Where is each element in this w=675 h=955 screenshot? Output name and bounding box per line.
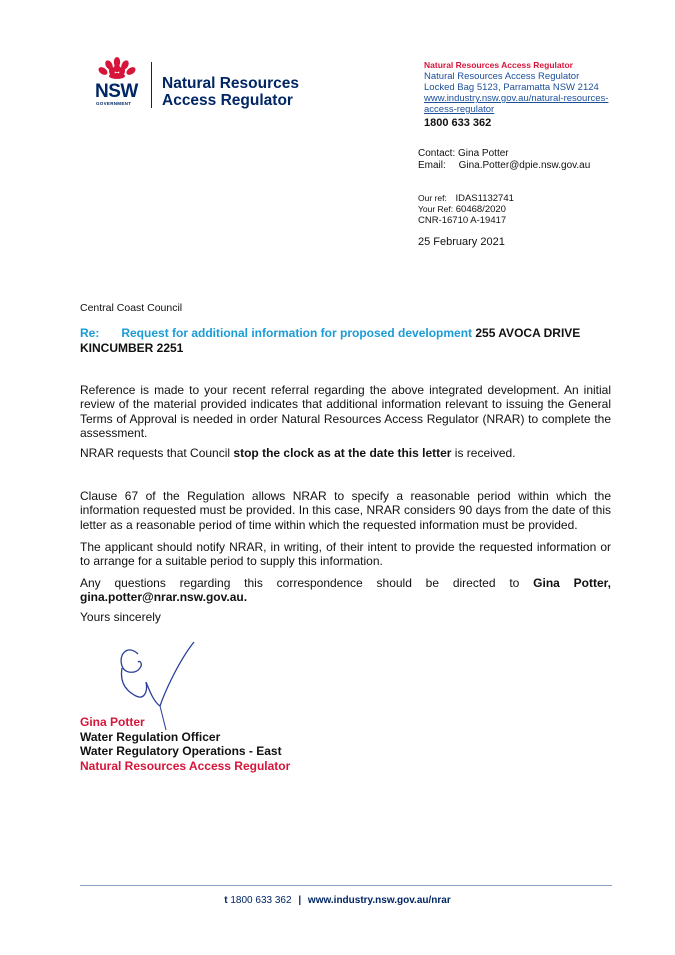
sender-url-line1[interactable]: www.industry.nsw.gov.au/natural-resources- [424, 93, 609, 104]
contact-value: Gina Potter [458, 148, 509, 159]
our-ref-label: Our ref: [418, 193, 447, 203]
org-name-line2: Access Regulator [162, 92, 293, 109]
signatory-block [80, 715, 290, 773]
re-address: 255 AVOCA DRIVE KINCUMBER 2251 [80, 326, 581, 355]
signatory-name: Gina Potter [80, 715, 145, 729]
sender-address: Locked Bag 5123, Parramatta NSW 2124 [424, 82, 599, 93]
footer-t-label: t [224, 895, 228, 906]
paragraph-clause-67: Clause 67 of the Regulation allows NRAR to specify a reasonable period within which the information requested must be provided. In this case, NRAR considers 90 days from the date of this letter as a reasonable period of time within which the requested information must be provided. [80, 489, 611, 532]
paragraph-questions [80, 576, 611, 605]
signatory-org: Natural Resources Access Regulator [80, 758, 291, 773]
signatory-position: Water Regulation Officer [80, 729, 221, 744]
nsw-wordmark: NSW [95, 81, 138, 102]
paragraph-referral: Reference is made to your recent referral regarding the above integrated development. An initial review of the material provided indicates that additional information relevant to issuing the General Terms of Approval is needed in order Natural Resources Access Regulator (NRAR) to complete the assessment. [80, 383, 611, 440]
p2-text-a: NRAR requests that Council [80, 446, 234, 460]
subject-line [80, 326, 620, 356]
signatory-unit: Water Regulatory Operations - East [80, 744, 282, 758]
paragraph-notify: The applicant should notify NRAR, in writing, of their intent to provide the requested information or to arrange for a suitable period to supply this information. [80, 540, 611, 569]
org-name-line1: Natural Resources [162, 75, 299, 92]
your-ref-value: 60468/2020 [455, 204, 506, 215]
logo-divider [151, 62, 152, 108]
our-ref-value: IDAS1132741 [455, 193, 514, 204]
footer-divider [80, 885, 612, 886]
your-ref-label: Your Ref: [418, 204, 454, 214]
sender-title: Natural Resources Access Regulator [424, 60, 573, 70]
our-ref-row [418, 193, 514, 204]
letter-date: 25 February 2021 [418, 236, 505, 248]
email-value: Gina.Potter@dpie.nsw.gov.au [458, 160, 591, 171]
sender-name: Natural Resources Access Regulator [424, 71, 580, 82]
p5-text-a: Any questions regarding this correspondence should be directed to [80, 576, 534, 590]
paragraph-stop-clock [80, 446, 611, 460]
email-label: Email: [418, 160, 446, 171]
closing: Yours sincerely [80, 610, 161, 624]
reference-block [418, 193, 514, 226]
contact-label: Contact: [418, 148, 456, 159]
email-row [418, 160, 590, 172]
recipient: Central Coast Council [80, 302, 183, 314]
re-label: Re: [80, 326, 100, 340]
sender-url-link[interactable] [424, 93, 608, 115]
sender-phone: 1800 633 362 [424, 117, 492, 129]
p2-text-bold: stop the clock as at the date this letter [233, 446, 452, 460]
sender-block [424, 60, 608, 129]
sender-url-line2[interactable]: access-regulator [424, 104, 495, 115]
re-subject: Request for additional information for proposed development [121, 326, 473, 340]
contact-block [418, 148, 590, 172]
government-wordmark: GOVERNMENT [96, 101, 132, 106]
p5-text-bold: Gina Potter, gina.potter@nrar.nsw.gov.au. [80, 576, 611, 605]
footer-url[interactable]: www.industry.nsw.gov.au/nrar [307, 895, 451, 906]
contact-row [418, 148, 590, 160]
your-ref-row [418, 204, 514, 215]
footer [0, 895, 675, 906]
cnr-ref: CNR-16710 A-19417 [418, 215, 507, 226]
footer-separator: | [298, 895, 302, 906]
org-name [162, 75, 299, 109]
footer-phone: 1800 633 362 [230, 895, 292, 906]
p2-text-c: is received. [451, 446, 516, 460]
